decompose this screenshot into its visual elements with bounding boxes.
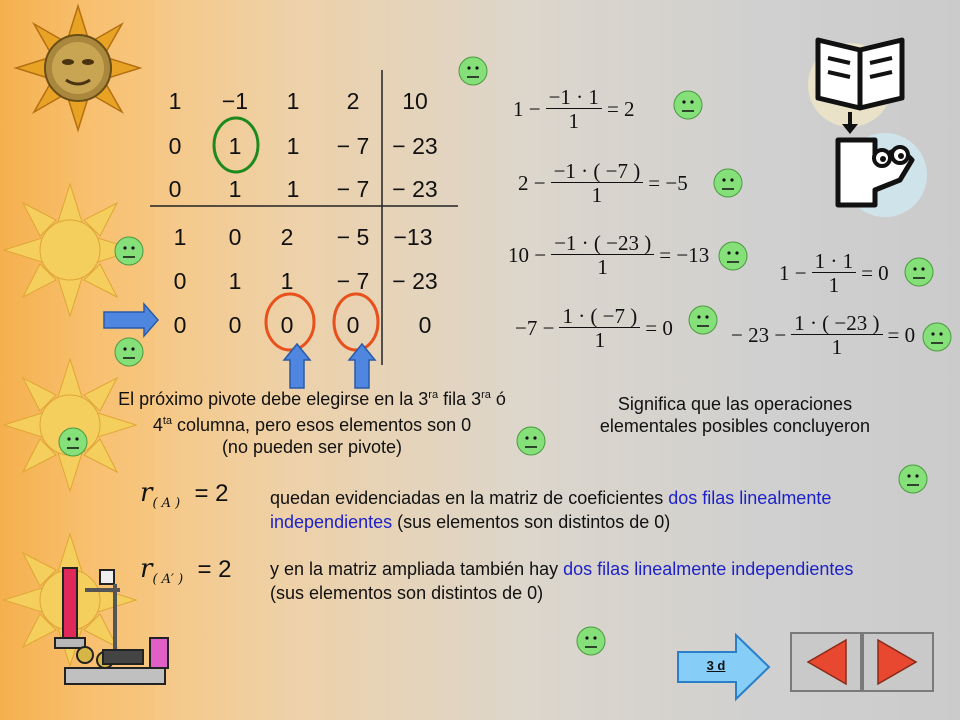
column-arrow-icon [349, 344, 375, 388]
caption-text: elementales posibles concluyeron [599, 416, 871, 436]
equation-numerator: −1 · 1 [546, 86, 602, 109]
matrix-cell: 0 [228, 312, 242, 338]
matrix-cell: 0 [173, 268, 187, 294]
equation-lead: −7 − [515, 316, 555, 340]
equation-result: = 0 [861, 261, 889, 285]
smiley-icon [576, 626, 606, 656]
smiley-icon [718, 241, 748, 271]
equation-result: = 0 [887, 323, 916, 347]
matrix-cell: − 7 [336, 176, 370, 202]
rank-subscript: ( A ) [152, 496, 181, 512]
equation-denominator: 1 [591, 183, 603, 207]
equation-lead: 1 − [513, 97, 541, 121]
equation [510, 86, 638, 133]
triangle-right-icon [864, 634, 932, 690]
pivot-circle [214, 118, 258, 172]
matrix-cell: 1 [173, 224, 187, 250]
matrix-cell: 2 [280, 224, 294, 250]
matrix-cell: − 7 [336, 133, 370, 159]
matrix-cell: 0 [280, 312, 294, 338]
equation-numerator: −1 · ( −23 ) [551, 232, 654, 255]
smiley-icon [922, 322, 952, 352]
caption-superscript: ta [162, 415, 173, 427]
rank-A-prime-text [270, 557, 870, 605]
equation-numerator: 1 · ( −23 ) [791, 312, 882, 335]
equation-result: = −13 [659, 243, 710, 267]
matrix-cell: 2 [346, 88, 360, 114]
equation [728, 312, 918, 359]
rank-highlight: dos filas linealmente independientes [563, 559, 854, 579]
triangle-left-icon [792, 634, 860, 690]
matrix-cell: 1 [286, 88, 300, 114]
rank-text: (sus elementos son distintos de 0) [392, 512, 671, 532]
rank-A-text [270, 486, 910, 534]
machine-icon [45, 560, 175, 690]
rank-value: = 2 [194, 480, 229, 507]
equation-result: = 0 [645, 316, 673, 340]
caption-text: Significa que las operaciones [617, 394, 853, 414]
matrix-cell: 1 [286, 176, 300, 202]
equation-denominator: 1 [594, 328, 606, 352]
matrix-cell: −13 [393, 224, 433, 250]
equation [505, 232, 712, 279]
smiley-icon [898, 464, 928, 494]
equation-numerator: 1 · 1 [812, 250, 857, 273]
caption-text: 4 [152, 415, 163, 435]
matrix-cell: 10 [402, 88, 428, 114]
smiley-icon [904, 257, 934, 287]
equation-lead: − 23 − [731, 323, 787, 347]
rank-symbol: r [140, 554, 153, 584]
column-arrows [282, 340, 382, 390]
rank-symbol: r [140, 478, 153, 508]
equation-numerator: 1 · ( −7 ) [559, 305, 640, 328]
next-button[interactable] [862, 632, 934, 692]
matrix-cell: − 5 [336, 224, 370, 250]
equation [515, 160, 691, 207]
conclusion-caption [560, 393, 910, 437]
smiley-icon [114, 337, 144, 367]
matrix-cell: −1 [221, 88, 249, 114]
pivot-caption [62, 384, 562, 458]
equation [512, 305, 676, 352]
matrix-cell: 1 [228, 268, 242, 294]
equation [776, 250, 892, 297]
smiley-icon [114, 236, 144, 266]
equation-result: = −5 [648, 171, 688, 195]
rank-text: quedan evidenciadas en la matriz de coeficientes [270, 488, 669, 508]
rank-A [140, 478, 229, 511]
matrix-cell: 0 [168, 133, 182, 159]
equation-result: = 2 [606, 97, 635, 121]
equation-denominator: 1 [831, 335, 843, 359]
matrix-cell: − 23 [392, 268, 438, 294]
smiley-icon [673, 90, 703, 120]
matrix-cell: 0 [173, 312, 187, 338]
matrix-cell: 1 [168, 88, 182, 114]
caption-superscript: ra [428, 389, 439, 401]
smiley-icon [688, 305, 718, 335]
matrix-cell: − 23 [392, 133, 438, 159]
next-link-label[interactable]: 3 d [706, 658, 726, 673]
equation-denominator: 1 [597, 255, 608, 279]
equation-lead: 2 − [518, 171, 546, 195]
caption-superscript: ra [481, 389, 491, 401]
caption-text: (no pueden ser pivote) [221, 437, 403, 457]
book-reader-icon [800, 20, 945, 225]
matrix-cell: 0 [228, 224, 242, 250]
smiley-icon [58, 427, 88, 457]
equation-lead: 1 − [779, 261, 807, 285]
matrix-cell: − 23 [392, 176, 438, 202]
matrix-cell: 0 [168, 176, 182, 202]
caption-text: fila 3 [438, 389, 482, 409]
caption-text: columna, pero esos elementos son 0 [172, 415, 472, 435]
matrix-cell: 1 [280, 268, 294, 294]
matrix-cell: − 7 [336, 268, 370, 294]
matrix-cell: 1 [286, 133, 300, 159]
matrix-cell: 0 [418, 312, 432, 338]
rank-value: = 2 [197, 556, 232, 583]
smiley-icon [713, 168, 743, 198]
row-arrow-icon [104, 304, 158, 336]
rank-subscript: ( A′ ) [152, 572, 184, 588]
column-arrow-icon [284, 344, 310, 388]
equation-lead: 10 − [508, 243, 547, 267]
equation-numerator: −1 · ( −7 ) [551, 160, 644, 183]
matrix-cell: 1 [228, 133, 242, 159]
matrix-cell: 0 [346, 312, 360, 338]
rank-text: y en la matriz ampliada también hay [270, 559, 564, 579]
rank-text: (sus elementos son distintos de 0) [270, 583, 544, 603]
matrix-cell: 1 [228, 176, 242, 202]
rank-highlight: dos filas linealmente independientes [270, 488, 832, 532]
smiley-icon [516, 426, 546, 456]
caption-text: ó [490, 389, 506, 409]
smiley-icon [458, 56, 488, 86]
prev-button[interactable] [790, 632, 862, 692]
caption-text: El próximo pivote debe elegirse en la 3 [118, 389, 429, 409]
equation-denominator: 1 [828, 273, 840, 297]
equation-denominator: 1 [568, 109, 580, 133]
